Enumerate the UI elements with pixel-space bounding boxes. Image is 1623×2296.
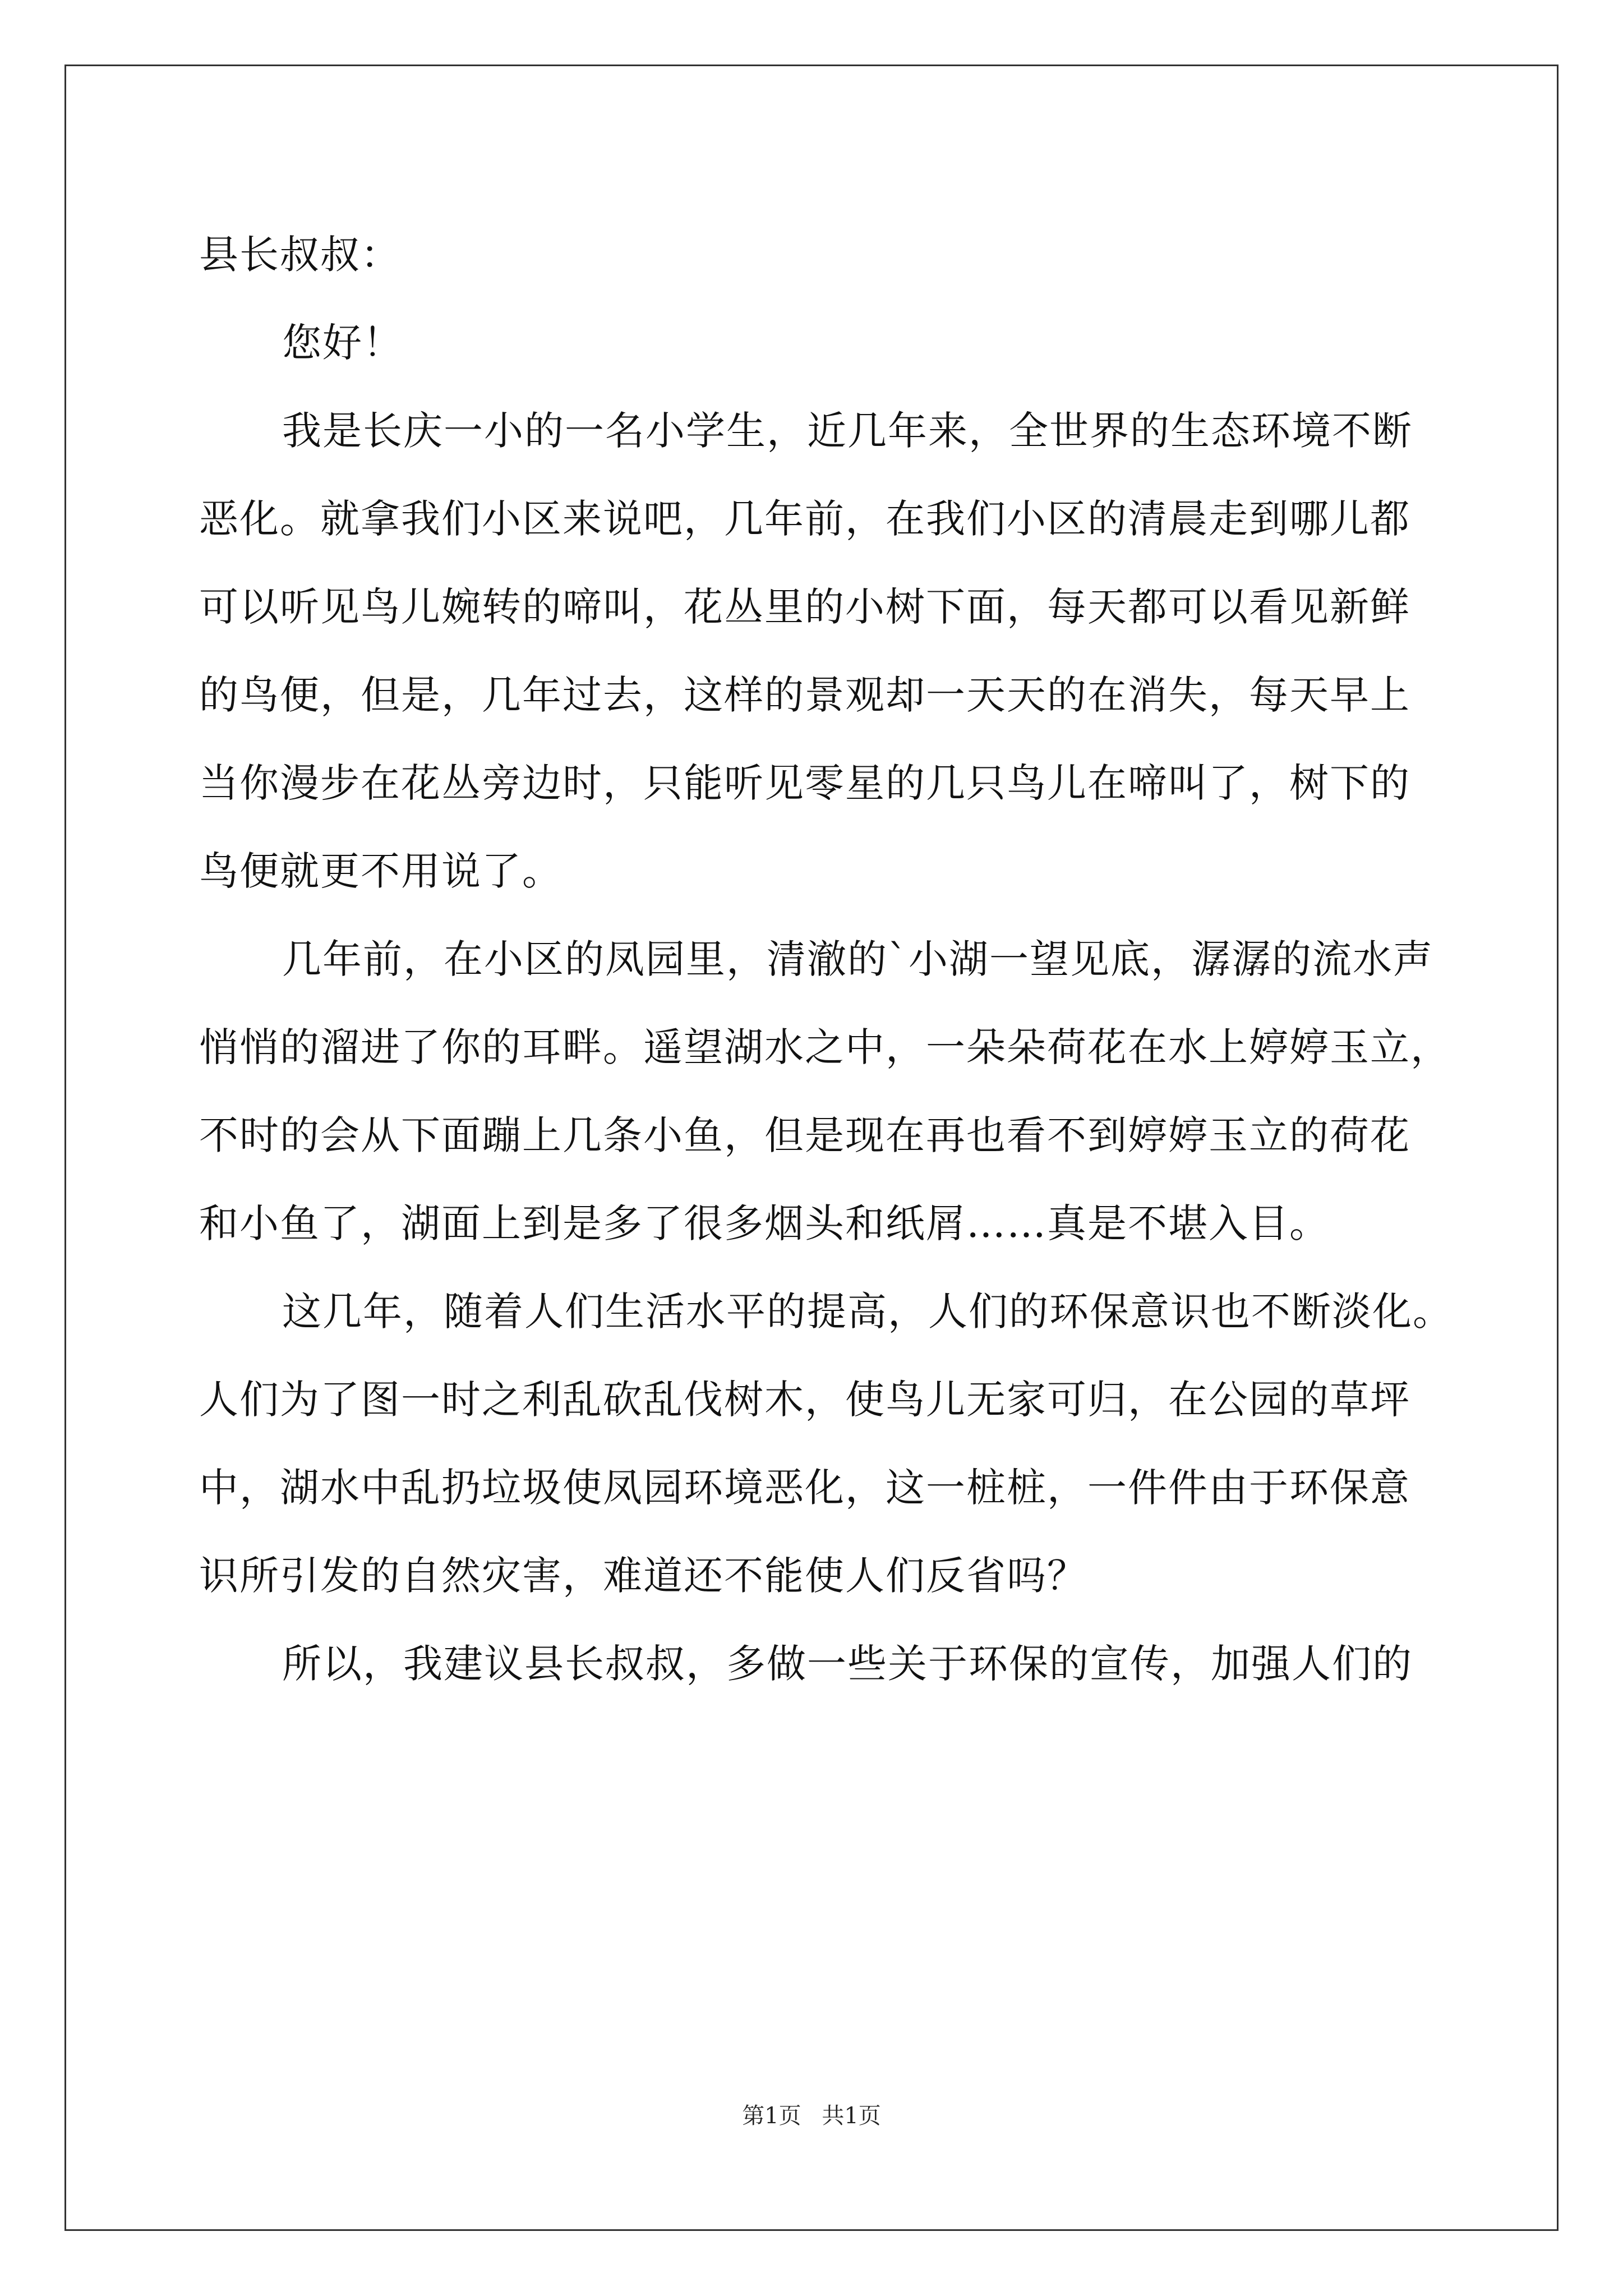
text-line: 悄悄的溜进了你的耳畔。遥望湖水之中，一朵朵荷花在水上婷婷玉立， (199, 1024, 1451, 1070)
letter-body (199, 211, 1453, 1708)
text-line: 和小鱼了，湖面上到是多了很多烟头和纸屑……真是不堪入目。 (199, 1200, 1330, 1246)
greeting: 您好！ (282, 320, 403, 366)
text-line: 的鸟便，但是，几年过去，这样的景观却一天天的在消失，每天早上 (199, 672, 1410, 718)
page-footer (0, 2098, 1623, 2130)
text-line: 所以，我建议县长叔叔，多做一些关于环保的宣传，加强人们的 (282, 1641, 1413, 1687)
text-line: 这几年，随着人们生活水平的提高，人们的环保意识也不断淡化。 (282, 1289, 1453, 1335)
text-line: 人们为了图一时之利乱砍乱伐树木，使鸟儿无家可归，在公园的草坪 (199, 1377, 1410, 1423)
text-line: 恶化。就拿我们小区来说吧，几年前，在我们小区的清晨走到哪儿都 (199, 496, 1410, 542)
text-line: 可以听见鸟儿婉转的啼叫，花丛里的小树下面，每天都可以看见新鲜 (199, 584, 1410, 630)
text-line: 当你漫步在花丛旁边时，只能听见零星的几只鸟儿在啼叫了，树下的 (199, 760, 1410, 806)
page-number-total: 共1页 (822, 2103, 881, 2129)
text-line: 识所引发的自然灾害，难道还不能使人们反省吗？ (199, 1553, 1087, 1599)
page-number-current: 第1页 (742, 2103, 801, 2129)
text-line: 几年前，在小区的凤园里，清澈的`小湖一望见底，潺潺的流水声 (282, 936, 1433, 982)
salutation: 县长叔叔： (199, 232, 401, 278)
text-line: 我是长庆一小的一名小学生，近几年来，全世界的生态环境不断 (282, 408, 1413, 454)
text-line: 鸟便就更不用说了。 (199, 848, 562, 894)
text-line: 中，湖水中乱扔垃圾使凤园环境恶化，这一桩桩，一件件由于环保意 (199, 1465, 1410, 1511)
text-line: 不时的会从下面蹦上几条小鱼，但是现在再也看不到婷婷玉立的荷花 (199, 1112, 1410, 1158)
